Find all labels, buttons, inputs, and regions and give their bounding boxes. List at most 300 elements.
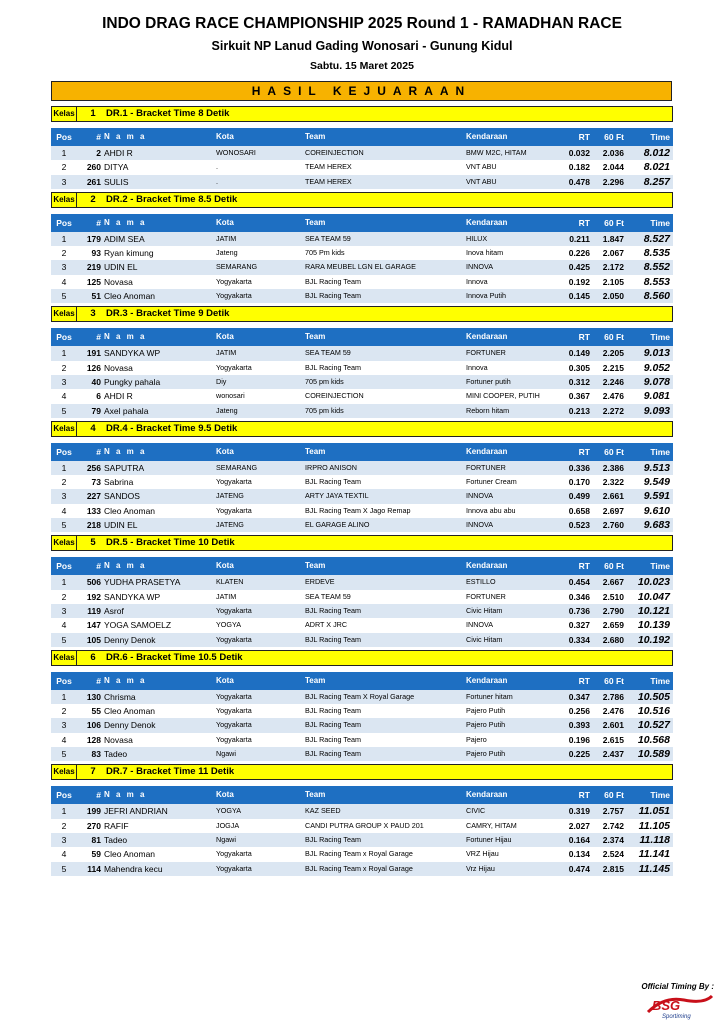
cell-rt: 0.182 [568,162,590,173]
kelas-label: Kelas [52,536,77,550]
cell-kendaraan: ESTILLO [466,577,496,587]
cell-kendaraan: HILUX [466,233,488,243]
cell-ft: 2.215 [602,362,624,373]
cell-rt: 0.164 [568,834,590,845]
cell-time: 11.145 [638,862,670,875]
cell-kota: Yogyakarta [216,734,252,744]
page-title: INDO DRAG RACE CHAMPIONSHIP 2025 Round 1 - RAMADHAN RACE [102,15,622,32]
cell-kendaraan: Civic Hitam [466,605,503,615]
cell-rt: 0.256 [568,706,590,717]
column-header-time: Time [650,132,670,142]
cell-time: 11.118 [639,833,670,846]
column-header-ft: 60 Ft [604,217,624,228]
cell-kota: WONOSARI [216,148,256,157]
cell-name: Cleo Anoman [104,505,156,516]
cell-team: TEAM HEREX [305,162,352,172]
cell-time: 10.516 [637,705,670,718]
cell-name: Novasa [104,276,133,287]
cell-pos: 1 [61,148,67,158]
column-header-rt: RT [578,790,590,801]
cell-ft: 2.246 [602,376,624,387]
cell-team: BJL Racing Team [305,706,361,716]
cell-time: 10.568 [637,733,670,746]
cell-pos: 3 [61,605,67,616]
cell-team: KAZ SEED [305,806,341,816]
column-header-time: Time [650,675,670,686]
cell-pos: 3 [61,376,67,387]
cell-time: 8.012 [643,147,670,159]
cell-rt: 0.499 [568,491,590,502]
cell-pos: 2 [61,248,67,259]
column-header-ft: 60 Ft [604,132,624,142]
results-classes [51,106,673,879]
cell-kendaraan: CAMRY, HITAM [466,820,517,830]
cell-rt: 0.523 [568,520,590,531]
cell-rt: 0.032 [568,148,590,158]
class-number: 2 [90,193,96,205]
class-name: DR.6 - Bracket Time 10.5 Detik [106,651,243,663]
cell-rt: 0.367 [568,391,590,402]
cell-ft: 2.044 [602,162,624,173]
column-header-rt: RT [578,561,590,572]
cell-kendaraan: VRZ Hijau [466,849,499,859]
cell-no: 105 [86,634,101,645]
cell-time: 8.535 [643,247,670,260]
cell-ft: 2.374 [602,834,624,845]
cell-pos: 1 [61,233,67,244]
cell-team: SEA TEAM 59 [305,591,351,601]
cell-ft: 2.296 [602,176,624,187]
cell-name: SULIS [104,176,129,187]
class-name: DR.3 - Bracket Time 9 Detik [106,308,230,320]
column-header-name: N a m a [104,217,147,227]
table-row [51,146,673,160]
cell-ft: 2.036 [602,148,624,158]
cell-name: Chrisma [104,691,136,702]
cell-rt: 2.027 [568,820,590,831]
cell-name: Cleo Anoman [104,706,156,717]
cell-team: BJL Racing Team x Royal Garage [305,863,413,873]
cell-no: 106 [86,720,101,731]
cell-no: 59 [91,849,101,860]
class-name: DR.1 - Bracket Time 8 Detik [106,108,230,119]
table-row [51,733,673,747]
cell-kota: Yogyakarta [216,477,252,487]
cell-rt: 0.347 [568,691,590,702]
cell-team: BJL Racing Team [305,720,361,730]
cell-team: TEAM HEREX [305,176,352,186]
cell-ft: 2.786 [602,691,624,702]
cell-kota: Diy [216,376,227,386]
cell-time: 9.591 [643,490,670,503]
column-header-rt: RT [578,446,590,457]
column-header-rt: RT [578,332,590,343]
cell-rt: 0.305 [568,362,590,373]
cell-ft: 2.172 [602,262,624,273]
cell-rt: 0.312 [568,376,590,387]
column-header-ft: 60 Ft [604,790,624,801]
column-header-team: Team [305,675,326,685]
cell-team: RARA MEUBEL LGN EL GARAGE [305,262,416,272]
cell-rt: 0.736 [568,605,590,616]
cell-pos: 4 [61,276,67,287]
cell-ft: 2.050 [602,291,624,302]
cell-kota: . [216,176,218,186]
column-header-team: Team [305,332,326,342]
cell-no: 133 [86,505,101,516]
cell-no: 260 [86,162,101,173]
results-banner: HASIL KEJUARAAN [51,81,672,101]
class-title-bar [51,192,673,208]
svg-text:Sportiming: Sportiming [662,1014,691,1020]
class-number: 1 [90,108,96,119]
class-section [51,192,673,306]
cell-rt: 0.393 [568,720,590,731]
cell-name: Denny Denok [104,720,156,731]
cell-pos: 2 [61,820,67,831]
cell-name: AHDI R [104,148,133,158]
cell-kendaraan: VNT ABU [466,162,497,172]
cell-pos: 4 [61,620,67,631]
timing-logo [644,992,716,1020]
section-gap [51,876,673,879]
cell-kendaraan: Innova [466,362,488,372]
cell-kota: Yogyakarta [216,720,252,730]
cell-pos: 5 [61,863,67,874]
table-row [51,690,673,704]
cell-kendaraan: Pajero Putih [466,749,506,759]
class-section [51,535,673,649]
cell-no: 79 [91,405,101,416]
cell-kota: SEMARANG [216,462,258,472]
cell-name: SAPUTRA [104,462,145,473]
cell-time: 11.141 [638,848,670,861]
cell-pos: 1 [61,577,67,588]
cell-name: UDIN EL [104,520,138,531]
table-row [51,833,673,847]
cell-team: ADRT X JRC [305,620,348,630]
column-header-no: # [96,561,101,572]
table-row [51,618,673,632]
column-header-kota: Kota [216,132,234,141]
cell-kota: KLATEN [216,577,244,587]
column-header-no: # [96,790,101,801]
cell-rt: 0.225 [568,749,590,760]
cell-ft: 2.697 [602,505,624,516]
column-header-name: N a m a [104,675,147,685]
class-name: DR.4 - Bracket Time 9.5 Detik [106,422,238,434]
cell-kota: Ngawi [216,749,236,759]
cell-rt: 0.192 [568,276,590,287]
cell-kota: JATIM [216,348,237,358]
official-timing [606,980,716,1020]
cell-time: 9.013 [643,347,670,360]
official-timing-label: Official Timing By : [641,982,714,991]
cell-rt: 0.149 [568,348,590,359]
cell-team: BJL Racing Team [305,362,361,372]
cell-kendaraan: Pajero [466,734,487,744]
cell-pos: 4 [61,505,67,516]
cell-time: 10.192 [637,633,670,646]
cell-kendaraan: BMW M2C, HITAM [466,148,527,157]
column-header-team: Team [305,561,326,571]
cell-pos: 3 [61,491,67,502]
cell-ft: 2.615 [602,734,624,745]
column-header-no: # [96,332,101,343]
table-row [51,747,673,761]
table-row [51,461,673,475]
cell-rt: 0.226 [568,248,590,259]
cell-pos: 1 [61,348,67,359]
cell-no: 128 [86,734,101,745]
cell-kendaraan: INNOVA [466,620,494,630]
table-row [51,346,673,360]
cell-time: 10.121 [637,604,670,617]
cell-pos: 5 [61,520,67,531]
cell-time: 8.553 [643,275,670,288]
cell-kota: Yogyakarta [216,691,252,701]
cell-no: 506 [86,577,101,588]
table-row [51,518,673,532]
cell-kendaraan: Civic Hitam [466,634,503,644]
cell-team: BJL Racing Team X Royal Garage [305,691,415,701]
column-header-kendaraan: Kendaraan [466,675,508,685]
cell-rt: 0.474 [568,863,590,874]
column-header-kota: Kota [216,446,234,456]
cell-kendaraan: Fortuner putih [466,376,511,386]
cell-pos: 3 [61,262,67,273]
cell-kendaraan: Fortuner hitam [466,691,513,701]
column-header-row [51,443,673,461]
cell-team: ERDEVE [305,577,335,587]
cell-kota: Ngawi [216,834,236,844]
cell-no: 191 [86,348,101,359]
cell-time: 9.093 [643,404,670,417]
cell-ft: 2.510 [602,591,624,602]
cell-rt: 0.211 [569,233,590,244]
cell-name: DITYA [104,162,129,173]
cell-ft: 2.437 [602,749,624,760]
cell-time: 9.081 [643,390,670,403]
column-header-kota: Kota [216,790,234,800]
class-number: 4 [90,422,96,434]
cell-time: 11.051 [638,805,670,818]
cell-pos: 2 [61,706,67,717]
class-name: DR.2 - Bracket Time 8.5 Detik [106,193,238,205]
cell-time: 8.257 [643,175,670,188]
cell-ft: 2.659 [602,620,624,631]
cell-no: 51 [91,291,101,302]
column-header-row [51,557,673,575]
cell-no: 270 [86,820,101,831]
cell-team: BJL Racing Team X Jago Remap [305,505,411,515]
column-header-row [51,128,673,146]
cell-team: ARTY JAYA TEXTIL [305,491,369,501]
table-row [51,260,673,274]
cell-no: 147 [86,620,101,631]
cell-kota: YOGYA [216,620,242,630]
column-header-kendaraan: Kendaraan [466,132,508,141]
column-header-row [51,328,673,346]
cell-no: 218 [86,520,101,531]
class-number: 3 [90,308,96,320]
class-title-bar [51,421,673,437]
cell-time: 8.527 [643,232,670,245]
cell-no: 179 [86,233,101,244]
cell-name: SANDOS [104,491,140,502]
class-title-bar [51,650,673,666]
column-header-time: Time [650,332,670,343]
column-header-team: Team [305,217,326,227]
cell-team: IRPRO ANISON [305,462,357,472]
column-header-kendaraan: Kendaraan [466,561,508,571]
cell-team: COREINJECTION [305,391,364,401]
cell-pos: 5 [61,405,67,416]
cell-team: 705 pm kids [305,405,344,415]
table-row [51,862,673,876]
column-header-kendaraan: Kendaraan [466,217,508,227]
column-header-row [51,672,673,690]
cell-rt: 0.478 [568,176,590,187]
cell-ft: 2.205 [602,348,624,359]
table-row [51,175,673,189]
cell-kendaraan: VNT ABU [466,176,497,186]
column-header-kota: Kota [216,217,234,227]
cell-kendaraan: FORTUNER [466,462,506,472]
event-date: Sabtu. 15 Maret 2025 [310,60,414,72]
cell-team: 705 pm kids [305,376,344,386]
cell-team: BJL Racing Team [305,634,361,644]
column-header-kota: Kota [216,332,234,342]
cell-pos: 4 [61,734,67,745]
table-row [51,804,673,818]
cell-kota: . [216,162,218,172]
cell-no: 93 [91,248,101,259]
cell-rt: 0.145 [568,291,590,302]
cell-no: 199 [86,806,101,817]
cell-kendaraan: Vrz Hijau [466,863,495,873]
column-header-name: N a m a [104,132,147,141]
class-number: 7 [90,766,96,778]
kelas-label: Kelas [52,107,77,121]
column-header-time: Time [650,561,670,572]
column-header-row [51,786,673,804]
cell-kota: JOGJA [216,820,240,830]
class-name: DR.7 - Bracket Time 11 Detik [106,766,235,778]
cell-name: RAFIF [104,820,129,831]
cell-kendaraan: FORTUNER [466,348,506,358]
cell-name: Tadeo [104,749,128,760]
cell-kota: Yogyakarta [216,634,252,644]
cell-kota: Yogyakarta [216,863,252,873]
class-number: 6 [90,651,96,663]
cell-time: 9.610 [643,504,670,517]
cell-ft: 2.815 [602,863,624,874]
column-header-pos: Pos [56,132,72,142]
cell-time: 9.549 [643,476,670,489]
cell-rt: 0.170 [568,477,590,488]
cell-time: 9.683 [643,519,670,532]
table-row [51,160,673,174]
cell-pos: 2 [61,162,67,173]
cell-kendaraan: Fortuner Hijau [466,834,512,844]
cell-rt: 0.658 [568,505,590,516]
column-header-no: # [96,446,101,457]
cell-rt: 0.327 [568,620,590,631]
cell-time: 10.527 [637,719,670,732]
cell-team: SEA TEAM 59 [305,233,351,243]
cell-name: SANDYKA WP [104,348,161,359]
cell-kendaraan: FORTUNER [466,591,506,601]
column-header-kota: Kota [216,675,234,685]
cell-no: 125 [86,276,101,287]
cell-ft: 2.661 [602,491,624,502]
column-header-no: # [96,132,101,142]
cell-no: 40 [91,376,101,387]
class-number: 5 [90,537,96,549]
class-name: DR.5 - Bracket Time 10 Detik [106,537,235,549]
cell-pos: 4 [61,391,67,402]
cell-team: BJL Racing Team [305,291,361,301]
column-header-rt: RT [578,132,590,142]
cell-no: 119 [87,605,101,616]
cell-team: SEA TEAM 59 [305,348,351,358]
cell-ft: 2.067 [602,248,624,259]
column-header-ft: 60 Ft [604,675,624,686]
cell-kendaraan: Innova abu abu [466,505,516,515]
cell-ft: 2.680 [602,634,624,645]
cell-kota: Yogyakarta [216,706,252,716]
cell-name: ADIM SEA [104,233,145,244]
cell-kota: Yogyakarta [216,362,252,372]
cell-team: BJL Racing Team [305,477,361,487]
table-row [51,819,673,833]
cell-time: 11.105 [638,819,670,832]
cell-kendaraan: Innova [466,276,488,286]
column-header-time: Time [650,446,670,457]
column-header-pos: Pos [56,790,72,801]
table-row [51,847,673,861]
cell-name: Novasa [104,362,133,373]
cell-rt: 0.134 [568,849,590,860]
column-header-ft: 60 Ft [604,332,624,343]
table-row [51,275,673,289]
cell-name: YOGA SAMOELZ [104,620,172,631]
cell-time: 10.505 [637,690,670,703]
cell-ft: 2.760 [602,520,624,531]
cell-name: UDIN EL [104,262,138,273]
column-header-kendaraan: Kendaraan [466,446,508,456]
cell-kota: Yogyakarta [216,605,252,615]
cell-kota: SEMARANG [216,262,258,272]
column-header-pos: Pos [56,446,72,457]
cell-pos: 3 [61,834,67,845]
cell-kota: Yogyakarta [216,276,252,286]
cell-rt: 0.196 [568,734,590,745]
cell-kendaraan: Innova Putih [466,291,506,301]
column-header-team: Team [305,790,326,800]
column-header-ft: 60 Ft [604,446,624,457]
column-header-pos: Pos [56,675,72,686]
cell-name: JEFRI ANDRIAN [104,806,168,817]
cell-pos: 5 [61,749,67,760]
cell-time: 10.589 [637,748,670,761]
cell-name: Denny Denok [104,634,156,645]
column-header-team: Team [305,132,326,141]
column-header-rt: RT [578,217,590,228]
cell-no: 261 [86,176,101,187]
cell-no: 256 [86,462,101,473]
